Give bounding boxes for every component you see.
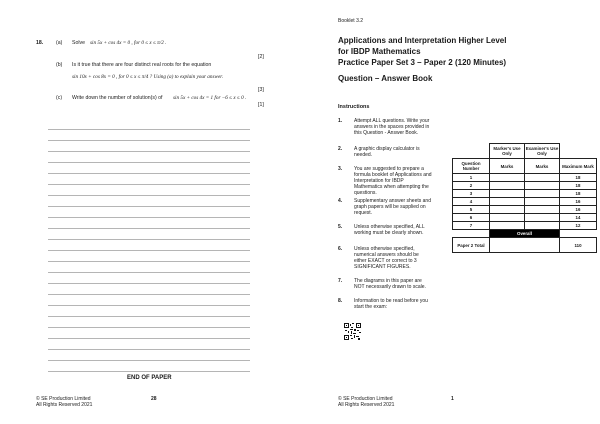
- instruction-text: Attempt ALL questions. Write your answers in the spaces provided in this Question - Answer Book.: [354, 118, 430, 136]
- question-number: 18.: [36, 40, 44, 46]
- examiners-use-header: Examiner's Use Only: [525, 144, 560, 159]
- table-row: [453, 198, 597, 206]
- table-row: [453, 190, 597, 198]
- table-row: [453, 222, 597, 230]
- total-label: Paper 2 Total: [453, 238, 490, 253]
- instruction-number: 2.: [338, 146, 343, 152]
- marker-marks-cell[interactable]: [490, 206, 525, 214]
- marks-header: Marks: [525, 159, 560, 174]
- max-mark-cell: 18: [560, 174, 597, 182]
- question-cell: 5: [453, 206, 490, 214]
- marker-marks-cell[interactable]: [490, 214, 525, 222]
- max-mark-cell: 18: [560, 190, 597, 198]
- maximum-mark-header: Maximum Mark: [560, 159, 597, 174]
- max-mark-cell: 16: [560, 206, 597, 214]
- title-line-3: Practice Paper Set 3 – Paper 2 (120 Minutes): [338, 58, 507, 67]
- part-a-label: (a): [56, 40, 63, 46]
- marker-marks-cell[interactable]: [490, 190, 525, 198]
- marker-marks-cell[interactable]: [490, 174, 525, 182]
- part-a-text: Solve: [72, 40, 85, 46]
- footer-copyright: © SE Production Limited: [36, 396, 91, 402]
- question-number-header: Question Number: [453, 159, 490, 174]
- instruction-text: Supplementary answer sheets and graph papers will be supplied on request.: [354, 198, 431, 216]
- page-number: 28: [151, 396, 157, 402]
- end-of-paper: END OF PAPER: [127, 375, 172, 381]
- title-line-2: for IBDP Mathematics: [338, 47, 421, 56]
- examiner-marks-cell[interactable]: [525, 174, 560, 182]
- part-b-text: Is it true that there are four distinct real roots for the equation: [72, 62, 212, 68]
- instruction-number: 7.: [338, 278, 343, 284]
- instruction-number: 5.: [338, 224, 343, 230]
- max-mark-cell: 18: [560, 182, 597, 190]
- part-c-marks: [1]: [258, 102, 264, 108]
- instructions-heading: Instructions: [338, 104, 370, 110]
- question-cell: 6: [453, 214, 490, 222]
- total-max-cell: 110: [560, 238, 597, 253]
- examiner-marks-cell[interactable]: [525, 198, 560, 206]
- table-row: [453, 214, 597, 222]
- max-mark-cell: 16: [560, 198, 597, 206]
- instruction-text: You are suggested to prepare a formula booklet of Applications and Interpretation for IBDP Mathematics when attempting the questions.: [354, 166, 432, 196]
- part-b-marks: [3]: [258, 87, 264, 93]
- instruction-number: 1.: [338, 118, 343, 124]
- part-a-marks: [2]: [258, 54, 264, 60]
- table-row: [453, 182, 597, 190]
- examiner-marks-cell[interactable]: [525, 190, 560, 198]
- footer-copyright: © SE Production Limited: [338, 396, 393, 402]
- total-marks-cell[interactable]: [490, 238, 560, 253]
- question-cell: 3: [453, 190, 490, 198]
- max-mark-cell: 12: [560, 222, 597, 230]
- instruction-text: Unless otherwise specified, numerical answers should be either EXACT or correct to 3 SIGNIFICANT FIGURES.: [354, 246, 419, 270]
- instruction-text: Information to be read before you start the exam:: [354, 298, 428, 310]
- instruction-text: A graphic display calculator is needed.: [354, 146, 420, 158]
- instruction-number: 6.: [338, 246, 343, 252]
- question-cell: 4: [453, 198, 490, 206]
- instruction-number: 3.: [338, 166, 343, 172]
- part-b-expr: sin 10x + cos 8x = 0 , for 0 ≤ x ≤ π/4 ? Using (a) to explain your answer.: [72, 74, 224, 80]
- question-cell: 7: [453, 222, 490, 230]
- instruction-number: 8.: [338, 298, 343, 304]
- question-cell: 1: [453, 174, 490, 182]
- instruction-text: The diagrams in this paper are NOT necessarily drawn to scale.: [354, 278, 426, 290]
- markers-use-header: Marker's Use Only: [490, 144, 525, 159]
- subtitle: Question – Answer Book: [338, 74, 433, 83]
- booklet-label: Booklet 3.2: [338, 18, 364, 24]
- part-c-label: (c): [56, 95, 63, 101]
- total-row: [453, 238, 597, 253]
- footer-rights: All Rights Reserved 2021: [338, 402, 395, 408]
- table-row: [453, 174, 597, 182]
- qr-code[interactable]: [344, 323, 361, 340]
- question-cell: 2: [453, 182, 490, 190]
- part-b-label: (b): [56, 62, 63, 68]
- part-c-text: Write down the number of solution(s) of: [72, 95, 163, 101]
- page-number: 1: [451, 396, 454, 402]
- examiner-marks-cell[interactable]: [525, 182, 560, 190]
- table-row: [453, 206, 597, 214]
- examiner-marks-cell[interactable]: [525, 214, 560, 222]
- overall-header: Overall: [490, 230, 560, 238]
- footer-rights: All Rights Reserved 2021: [36, 402, 93, 408]
- examiner-marks-cell[interactable]: [525, 222, 560, 230]
- marks-table: [452, 143, 597, 253]
- marker-marks-cell[interactable]: [490, 198, 525, 206]
- part-c-expr: sin 5x + cos 4x = 1 for −6 ≤ x ≤ 0 .: [173, 95, 247, 101]
- instruction-number: 4.: [338, 198, 343, 204]
- examiner-marks-cell[interactable]: [525, 206, 560, 214]
- title-line-1: Applications and Interpretation Higher Level: [338, 36, 507, 45]
- marks-header: Marks: [490, 159, 525, 174]
- max-mark-cell: 14: [560, 214, 597, 222]
- marker-marks-cell[interactable]: [490, 222, 525, 230]
- instruction-text: Unless otherwise specified, ALL working must be clearly shown.: [354, 224, 425, 236]
- marker-marks-cell[interactable]: [490, 182, 525, 190]
- part-a-expr: sin 5x + cos 4x = 0 , for 0 ≤ x ≤ π/2 .: [90, 40, 167, 46]
